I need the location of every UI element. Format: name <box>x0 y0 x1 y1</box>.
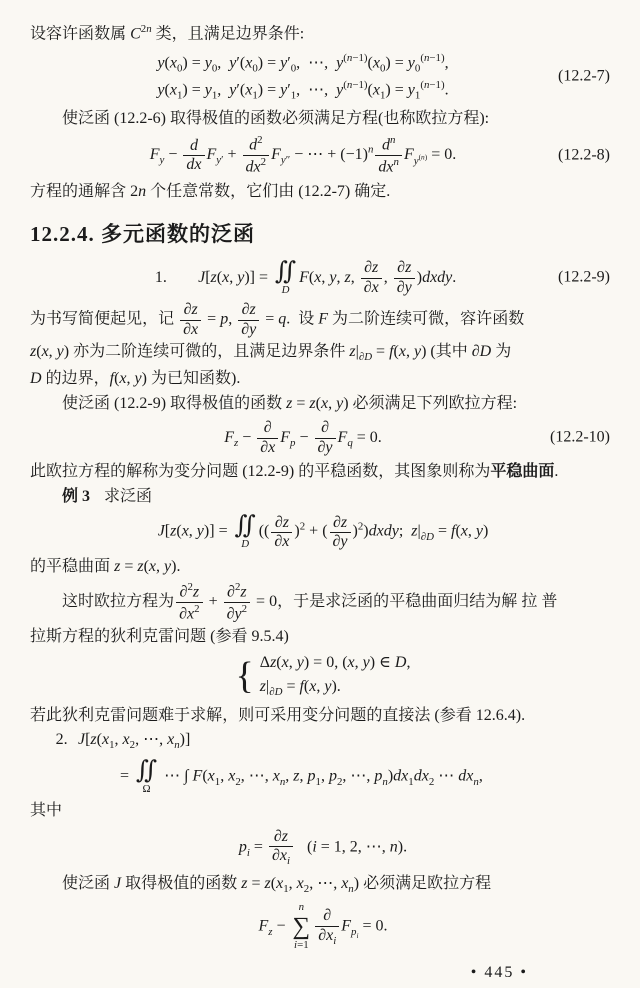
admissible-function-line2: D 的边界，f(x, y) 为已知函数). <box>30 369 241 387</box>
item-2-integral-equation: = ∬ Ω ⋯ ∫ $F(x_1$, $x_2$, ⋯, $x_n$, z, $p_1$, $p_2$, ⋯, $p_n)dx_1dx_2$ ⋯ $dx_n$, <box>120 756 483 796</box>
example-functional-equation: J[z(x, y)] = ∬ D (( $\frac{\partial z}{\partial x}$ )$^2$ + ( $\frac{\partial z}{\partial y}$ )$^2$)dxdy; $z|_{\partial D} = f(x$, y) <box>157 512 489 551</box>
item-2-functional: $J[z(x_1$, $x_2$, ⋯, $x_n$)] <box>77 731 191 752</box>
system-brace: { <box>235 655 254 698</box>
p-i-definition-equation: $p_i$ = $\frac{\partial z}{\partial x_i}$ (i = 1, 2, ⋯, n). <box>238 827 408 868</box>
item-2-number: 2. <box>55 731 68 749</box>
euler-equation-intro: 使泛函 (12.2-6) 取得极值的函数必须满足方程(也称欧拉方程): <box>62 109 490 127</box>
equation-12-2-10-body: $F_z$ − ∂ ∂x $F_p$ − ∂ ∂y $F_q = 0$. <box>224 419 382 456</box>
equation-12-2-7 <box>30 50 616 104</box>
equation-12-2-7-row1: $y(x_0) = y_0$, $y'(x_0) = y'_0$, ⋯, $y^{(n-1)}(x_0) = y_0^{(n-1)}$, <box>157 52 449 75</box>
dirichlet-problem-system <box>30 652 616 700</box>
item-2-head-line <box>30 729 616 754</box>
equation-12-2-8-body: $F_y$ − $\frac{d}{dx}$ $F_{y'}$ + $\frac{d^2}{dx^2}$ $F_{y''}$ − ⋯ + $(-1)^n$ $d^n$ $dx^n$ $F_{y^{(n)}} = 0$. <box>149 134 457 176</box>
example-3-text: 求泛函 <box>104 487 153 505</box>
item-1-number: 1. <box>154 269 167 287</box>
final-euler-intro-line: 使泛函 J 取得极值的函数 $z = z(x_1$, $x_2$, ⋯, $x_n$) 必须满足欧拉方程 <box>62 874 492 895</box>
equation-label-12-2-10: (12.2-10) <box>550 428 610 446</box>
equation-12-2-9-body: J[z(x, y)] = ∬ D F(x, y, z, $\frac{\partial z}{\partial x}$ , $\frac{\partial z}{\partial y}$ )dxdy. <box>198 258 457 297</box>
page-number: • 445 • <box>470 964 528 982</box>
stationary-surface-line <box>30 461 616 484</box>
equation-12-2-9 <box>30 259 616 297</box>
euler-equation-intro-2: 使泛函 (12.2-9) 取得极值的函数 z = z(x, y) 必须满足下列欧拉方程: <box>62 394 518 412</box>
laplace-line1: 这时欧拉方程为 $\frac{\partial^2z}{\partial x^2}$ + $\frac{\partial^2z}{\partial y^2}$ = 0，于是求泛函的平稳曲面归结为解 拉 普 <box>62 581 558 623</box>
system-row1: Δz(x, y) = 0, (x, y) ∈ D, <box>259 654 411 672</box>
dirichlet-direct-method-line: 若此狄利克雷问题难于求解，则可采用变分问题的直接法 (参看 12.6.4). <box>30 706 526 724</box>
equation-12-2-8 <box>30 134 616 176</box>
section-heading: 12.2.4. 多元函数的泛函 <box>30 221 255 246</box>
example-3-label: 例 3 <box>62 487 91 505</box>
stationary-surface-term: 平稳曲面 <box>490 463 555 480</box>
general-solution-line: 方程的通解含 2n 个任意常数，它们由 (12.2-7) 确定. <box>30 182 391 200</box>
equation-label-12-2-8: (12.2-8) <box>558 146 610 164</box>
intro-line: 设容许函数属 $C^{2n}$ 类，且满足边界条件: <box>30 23 305 43</box>
stationary-surface-post: . <box>554 463 559 480</box>
stationary-surface-pre: 此欧拉方程的解称为变分问题 (12.2-9) 的平稳函数，其图象则称为 <box>30 463 491 480</box>
equation-12-2-7-row2: $y(x_1) = y_1$, $y'(x_1) = y'_1$, ⋯, $y^{(n-1)}(x_1) = y_1^{(n-1)}$. <box>157 78 449 102</box>
admissible-function-line1: z(x, y) 亦为二阶连续可微的，且满足边界条件 $z|_{\partial D} = f(x$, y) (其中 ∂D 为 <box>30 343 512 364</box>
equation-label-12-2-9: (12.2-9) <box>558 269 610 287</box>
final-euler-equation: $F_z$ − n ∑ i=1 ∂ $\partial x_i$ $F_{p_i} = 0$. <box>258 901 388 952</box>
laplace-line2: 拉斯方程的狄利克雷问题 (参看 9.5.4) <box>30 627 289 645</box>
stationary-surface-result-line: 的平稳曲面 z = z(x, y). <box>30 558 181 576</box>
example-3-line <box>30 486 616 509</box>
notation-line: 为书写简便起见，记 $\frac{\partial z}{\partial x}$ = p, $\frac{\partial z}{\partial y}$ = q. 设 F 为二阶连续可微，容许函数 <box>30 301 525 338</box>
system-row2: $z|_{\partial D} = f(x$, y). <box>259 678 341 699</box>
equation-label-12-2-7: (12.2-7) <box>558 67 610 85</box>
where-line: 其中 <box>30 801 63 819</box>
equation-12-2-10 <box>30 419 616 457</box>
